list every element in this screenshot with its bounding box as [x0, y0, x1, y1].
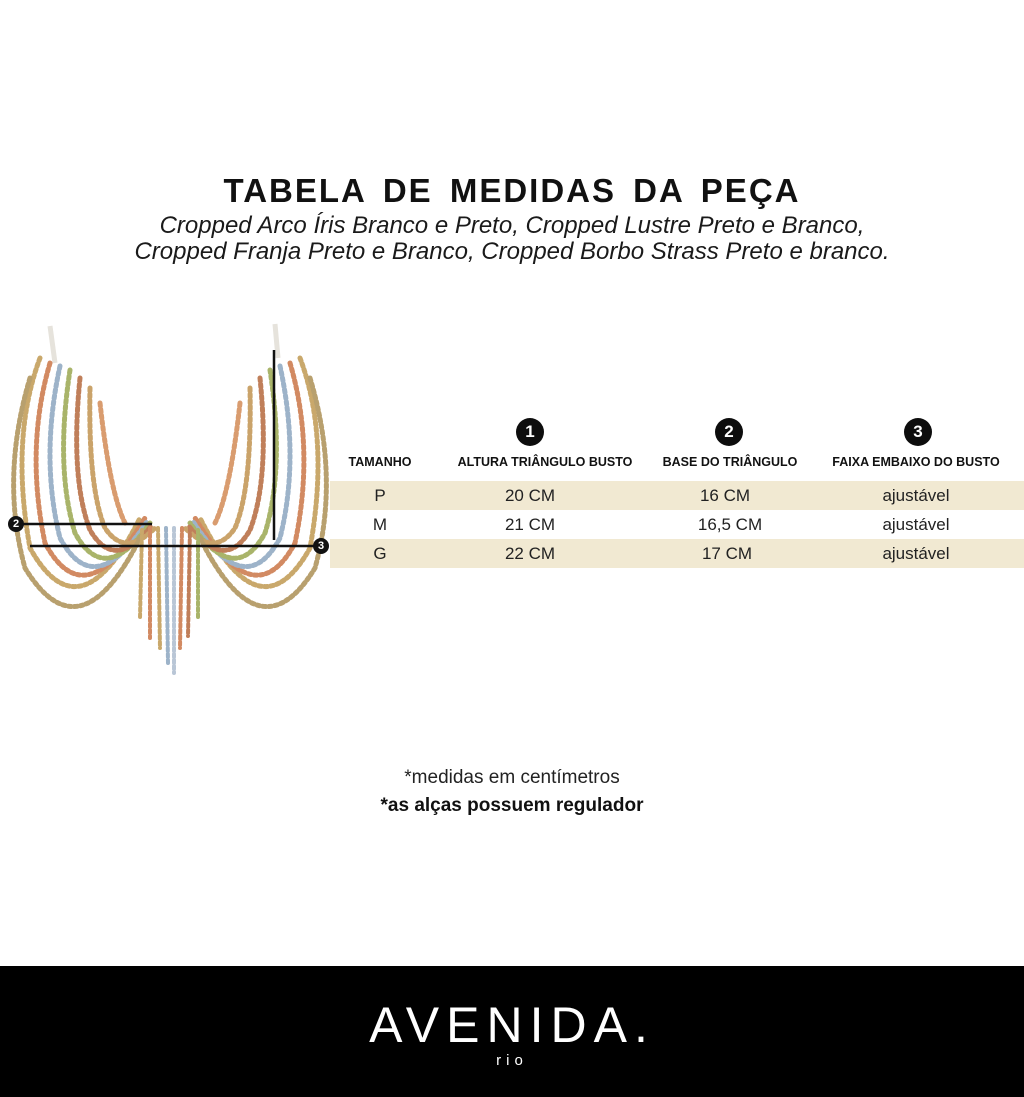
cell-size: G	[373, 544, 387, 563]
footer-bar	[0, 966, 1024, 1097]
page-title: TABELA DE MEDIDAS DA PEÇA	[223, 172, 801, 209]
table-row	[330, 481, 1024, 510]
cell-altura: 22 CM	[504, 544, 556, 563]
cell-base: 17 CM	[701, 544, 753, 563]
brand-subtitle: rio	[496, 1052, 528, 1069]
cell-base: 16 CM	[699, 486, 751, 505]
note-straps: *as alças possuem regulador	[380, 795, 644, 816]
note-units: *medidas em centímetros	[404, 767, 620, 788]
cell-faixa: ajustável	[882, 486, 950, 505]
header-faixa: FAIXA EMBAIXO DO BUSTO	[832, 455, 1000, 469]
measurements-table	[330, 415, 1024, 585]
header-altura: ALTURA TRIÂNGULO BUSTO	[457, 455, 633, 469]
product-image	[0, 318, 340, 688]
cell-altura: 21 CM	[504, 515, 556, 534]
product-illustration	[0, 318, 340, 688]
column-number-3: 3	[904, 418, 932, 446]
marker-3-label: 3	[317, 540, 325, 552]
table-row	[330, 510, 1024, 539]
cell-base: 16,5 CM	[697, 515, 763, 534]
column-number-1: 1	[516, 418, 544, 446]
cell-size: M	[372, 515, 388, 534]
header-tamanho: TAMANHO	[348, 455, 412, 469]
marker-2-label: 2	[12, 518, 20, 530]
column-number-2: 2	[715, 418, 743, 446]
cell-altura: 20 CM	[504, 486, 556, 505]
brand-logo: AVENIDA.	[369, 997, 655, 1053]
cell-size: P	[374, 486, 386, 505]
header-base: BASE DO TRIÂNGULO	[662, 455, 798, 469]
subtitle-line-1: Cropped Arco Íris Branco e Preto, Cropped Lustre Preto e Branco,	[159, 212, 865, 239]
cell-faixa: ajustável	[882, 544, 950, 563]
cell-faixa: ajustável	[882, 515, 950, 534]
subtitle-line-2: Cropped Franja Preto e Branco, Cropped Borbo Strass Preto e branco.	[134, 238, 890, 265]
table-row	[330, 539, 1024, 568]
